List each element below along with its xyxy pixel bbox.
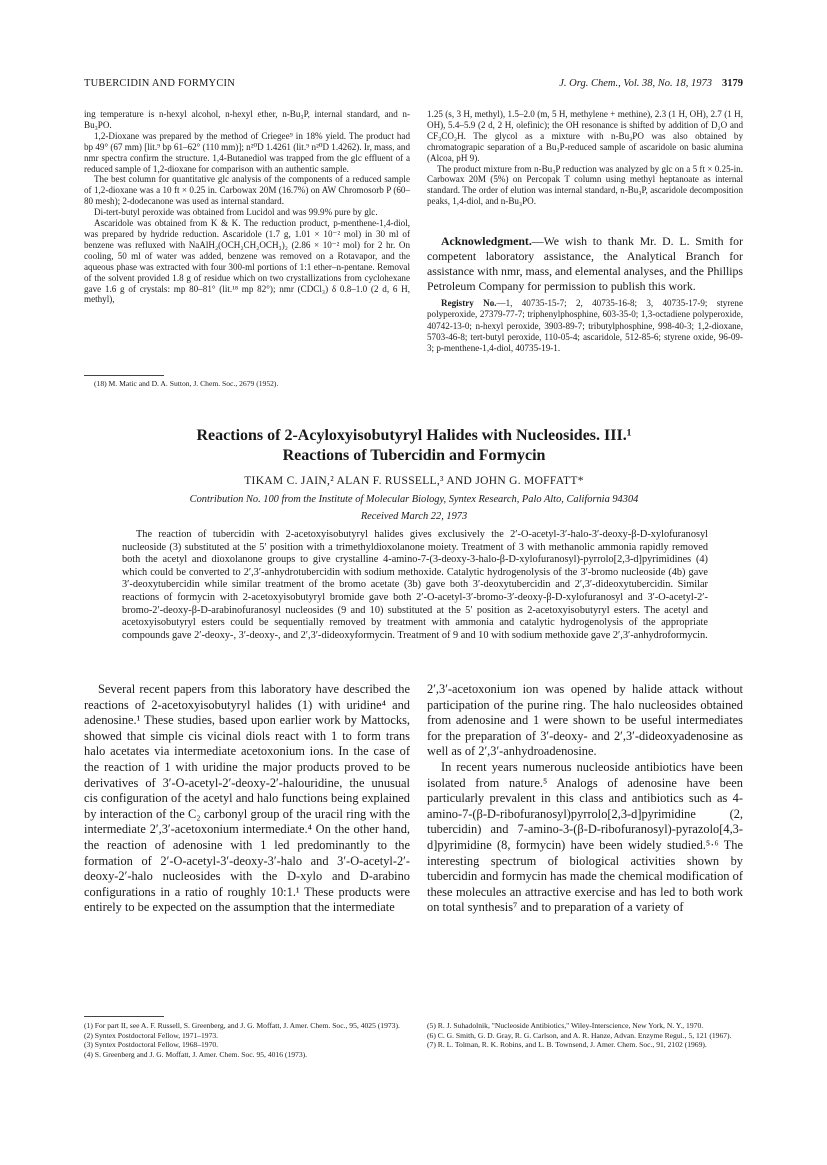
paragraph: 1.25 (s, 3 H, methyl), 1.5–2.0 (m, 5 H, methylene + methine), 2.3 (1 H, OH), 2.7 (1 H, OH), 5.4–5.9 (2 d, 2 H, olefinic); the OH resonance is shifted by addition of D₂O and CF₃CO₂H. The glycol as a mixture with n-Bu₃PO was also obtained by chromatograpic separation of a Bu₃P-reduced sample of ascaridole on basic alumina (Alcoa, pH 9). — [427, 109, 743, 163]
paragraph: The product mixture from n-Bu₃P reduction was analyzed by glc on a 5 ft × 0.25-in. Carbowax 20M (5%) on Percopak T column using methyl heptanoate as internal standard. The order of elution was internal standard, n-Bu₃P, ascaridole decomposition peaks, 1,4-diol, and n-Bu₃PO. — [427, 163, 743, 207]
acknowledgment-text: —We wish to thank Mr. D. L. Smith for competent laboratory assistance, the Analytical Branch for assistance with nmr, mass, and elemental analyses, and the Phillips Petroleum Company for permission to publish this work. — [427, 234, 744, 293]
article-title-line-2: Reactions of Tubercidin and Formycin — [282, 447, 546, 464]
article-authors: TIKAM C. JAIN,² ALAN F. RUSSELL,³ AND JOHN G. MOFFATT* — [244, 475, 584, 487]
footnote-18: (18) M. Matic and D. A. Sutton, J. Chem. Soc., 2679 (1952). — [94, 379, 279, 388]
body-left-column — [84, 682, 410, 916]
paragraph: ing temperature is n-hexyl alcohol, n-hexyl ether, n-Bu₃P, internal standard, and n-Bu₃PO. — [84, 109, 410, 130]
footnote-rule-left — [84, 1016, 164, 1017]
footnotes-right — [427, 1021, 743, 1050]
registry-label: Registry No. — [441, 298, 497, 308]
paragraph: Ascaridole was obtained from K & K. The reduction product, p-menthene-1,4-diol, was prepared by hydride reduction. Ascaridole (1.7 g, 1.01 × 10⁻² mol) in 30 ml of benzene was refluxed with NaAlH₂(OCH₂CH₂OCH₃)₂ (2.86 × 10⁻² mol) for 2 hr. On cooling, 50 ml of water was added, benzene was removed on a Rotavapor, and the aqueous phase was extracted with four 300-ml portions of 1:1 ether–n-pentane. Removal of the solvent provided 1.8 g of residue which on two crystallizations from cyclohexane gave 1.6 g of crystals: mp 80–81° (lit.¹⁸ mp 82°); nmr (CDCl₃) δ 0.8–1.0 (2 d, 6 H, methyl), — [84, 218, 410, 305]
acknowledgment-label: Acknowledgment. — [441, 234, 532, 248]
acknowledgment — [427, 234, 743, 294]
registry-numbers — [427, 298, 743, 354]
previous-article-left-column — [84, 109, 410, 305]
footnotes-left — [84, 1021, 410, 1059]
paragraph: The best column for quantitative glc analysis of the components of a reduced sample of 1,2-dioxane was a 10 ft × 0.25 in. Carbowax 20M (16.7%) on AW Chromosorb P (60–80 mesh); 2-dodecanone was used as internal standard. — [84, 174, 410, 207]
registry-text: —1, 40735-15-7; 2, 40735-16-8; 3, 40735-17-9; styrene polyperoxide, 27379-77-7; triphenylphosphine, 603-35-0; 1,3-octadiene polyperoxide, 40742-13-0; n-hexyl peroxide, 3903-89-7; tributylphosphine, 998-40-3; 1,2-dioxane, 5703-46-8; tert-butyl peroxide, 110-05-4; ascaridole, 512-85-6; styrene oxide, 96-09-3; p-menthene-1,4-diol, 40735-19-1. — [427, 298, 743, 354]
previous-article-right-column — [427, 109, 743, 207]
body-paragraph: Several recent papers from this laboratory have described the reactions of 2-acetoxyisobutyryl halides (1) with uridine⁴ and adenosine.¹ These studies, based upon earlier work by Mattocks, showed that simple cis vicinal diols react with 1 to form trans halo acetates via intermediate acetoxonium ions. In the case of the reaction of 1 with uridine the major products proved to be derivatives of 3′-O-acetyl-2′-deoxy-2′-halouridine, the unusual cis configuration of the acetyl and halo functions being explained by interaction of the C₂ carbonyl group of the uracil ring with the intermediate 2′,3′-acetoxonium intermediate.⁴ On the other hand, the reaction of adenosine with 1 led predominantly to the formation of 2′-O-acetyl-3′-deoxy-3′-halo and 3′-O-acetyl-2′-deoxy-2′-halo nucleosides with the D-xylo and D-arabino configurations in a ratio of roughly 10:1.¹ These products were entirely to be expected on the assumption that the intermediate — [84, 682, 410, 915]
footnote: (7) R. L. Tolman, R. K. Robins, and L. B. Townsend, J. Amer. Chem. Soc., 91, 2102 (1969). — [427, 1040, 707, 1049]
body-right-column — [427, 682, 743, 916]
paragraph: 1,2-Dioxane was prepared by the method of Criegee⁹ in 18% yield. The product had bp 49° (67 mm) [lit.⁹ bp 61–62° (110 mm)]; n²⁰D 1.4261 (lit.⁹ n²⁰D 1.4262). Ir, mass, and nmr spectra confirm the structure. 1,4-Butanediol was trapped from the glc effluent of a reduced sample of 1,2-dioxane for comparison with an authentic sample. — [84, 130, 410, 174]
article-affiliation: Contribution No. 100 from the Institute of Molecular Biology, Syntex Research, Palo Alto, California 94304 — [189, 494, 639, 505]
footnote: (4) S. Greenberg and J. G. Moffatt, J. Amer. Chem. Soc. 95, 4016 (1973). — [84, 1049, 308, 1059]
article-abstract: The reaction of tubercidin with 2-acetoxyisobutyryl halides gives exclusively the 2′-O-acetyl-3′-halo-3′-deoxy-β-D-xylofuranosyl nucleoside (3) substituted at the 5′ position with a trimethyldioxolanone moiety. Treatment of 3 with methanolic ammonia rapidly removed both the acetyl and dioxolanone groups to give crystalline 4-amino-7-(3-deoxy-3-halo-β-D-xylofuranosyl)-pyrrolo[2,3-d]pyrimidines (4) which could be converted to 2′,3′-anhydrotubercidin with sodium methoxide. Catalytic hydrogenolysis of the 3′-bromo nucleoside (4b) gave 3′-deoxytubercidin while similar treatment of the bromo acetate (3b) gave both 3′-deoxytubercidin and 2′,3′-dideoxytubercidin. Similar reactions of formycin with 2-acetoxyisobutyryl bromide gave both 2′-O-acetyl-3′-bromo-3′-deoxy-β-D-xylofuranosyl and 3′-O-acetyl-2′-bromo-2′-deoxy-β-D-arabinofuranosyl nucleosides (9 and 10) substituted at the 5′ position as 2-acetoxyisobutyryl esters. The acetyl and acetoxyisobutyryl esters could be sequentially removed by treatment with ammonia and catalytic hydrogenolysis of the appropriate compounds gave 2′-deoxy-, 3′-deoxy-, and 2′,3′-dideoxyformycin. Treatment of 9 and 10 with sodium methoxide gave 2′,3′-anhydroformycin. — [122, 529, 708, 641]
footnote: (5) R. J. Suhadolnik, "Nucleoside Antibiotics," Wiley-Interscience, New York, N. Y., 1970. — [427, 1021, 704, 1030]
footnote: (2) Syntex Postdoctoral Fellow, 1971–1973. — [84, 1030, 219, 1040]
footnote-rule-top-left — [84, 375, 164, 376]
journal-citation: J. Org. Chem., Vol. 38, No. 18, 1973 — [559, 78, 712, 89]
article-title-line-1: Reactions of 2-Acyloxyisobutyryl Halides with Nucleosides. III.¹ — [196, 427, 632, 444]
article-received-date: Received March 22, 1973 — [360, 511, 468, 522]
page-number: 3179 — [722, 78, 743, 89]
footnote: (1) For part II, see A. F. Russell, S. Greenberg, and J. G. Moffatt, J. Amer. Chem. Soc., 95, 4025 (1973). — [84, 1021, 400, 1030]
footnote: (6) C. G. Smith, G. D. Gray, R. G. Carlson, and A. R. Hanze, Advan. Enzyme Regul., 5, 121 (1967). — [427, 1030, 732, 1040]
paragraph: Di-tert-butyl peroxide was obtained from Lucidol and was 99.9% pure by glc. — [94, 207, 378, 218]
body-paragraph: In recent years numerous nucleoside antibiotics have been isolated from nature.⁵ Analogs of adenosine have been particularly prevalent in this class and antibiotics such as 4-amino-7-(β-D-ribofuranosyl)pyrrolo[2,3-d]pyrimidine (2, tubercidin) and 7-amino-3-(β-D-ribofuranosyl)-pyrazolo[4,3-d]pyrimidine (8, formycin) have been widely studied.⁵·⁶ The interesting spectrum of biological activities shown by tubercidin and formycin has made the chemical modification of these molecules an attractive exercise and has led to both work on total synthesis⁷ and to preparation of a variety of — [427, 759, 743, 915]
footnote: (3) Syntex Postdoctoral Fellow, 1968–1970. — [84, 1040, 219, 1049]
body-paragraph: 2′,3′-acetoxonium ion was opened by halide attack without participation of the purine ring. The halo nucleosides obtained from adenosine and 1 were shown to be useful intermediates for the preparation of 3′-deoxy- and 2′,3′-dideoxyadenosine as well as of 2′,3′-anhydroadenosine. — [427, 682, 743, 759]
running-head-title: TUBERCIDIN AND FORMYCIN — [84, 78, 236, 89]
running-head-journal — [559, 78, 743, 89]
